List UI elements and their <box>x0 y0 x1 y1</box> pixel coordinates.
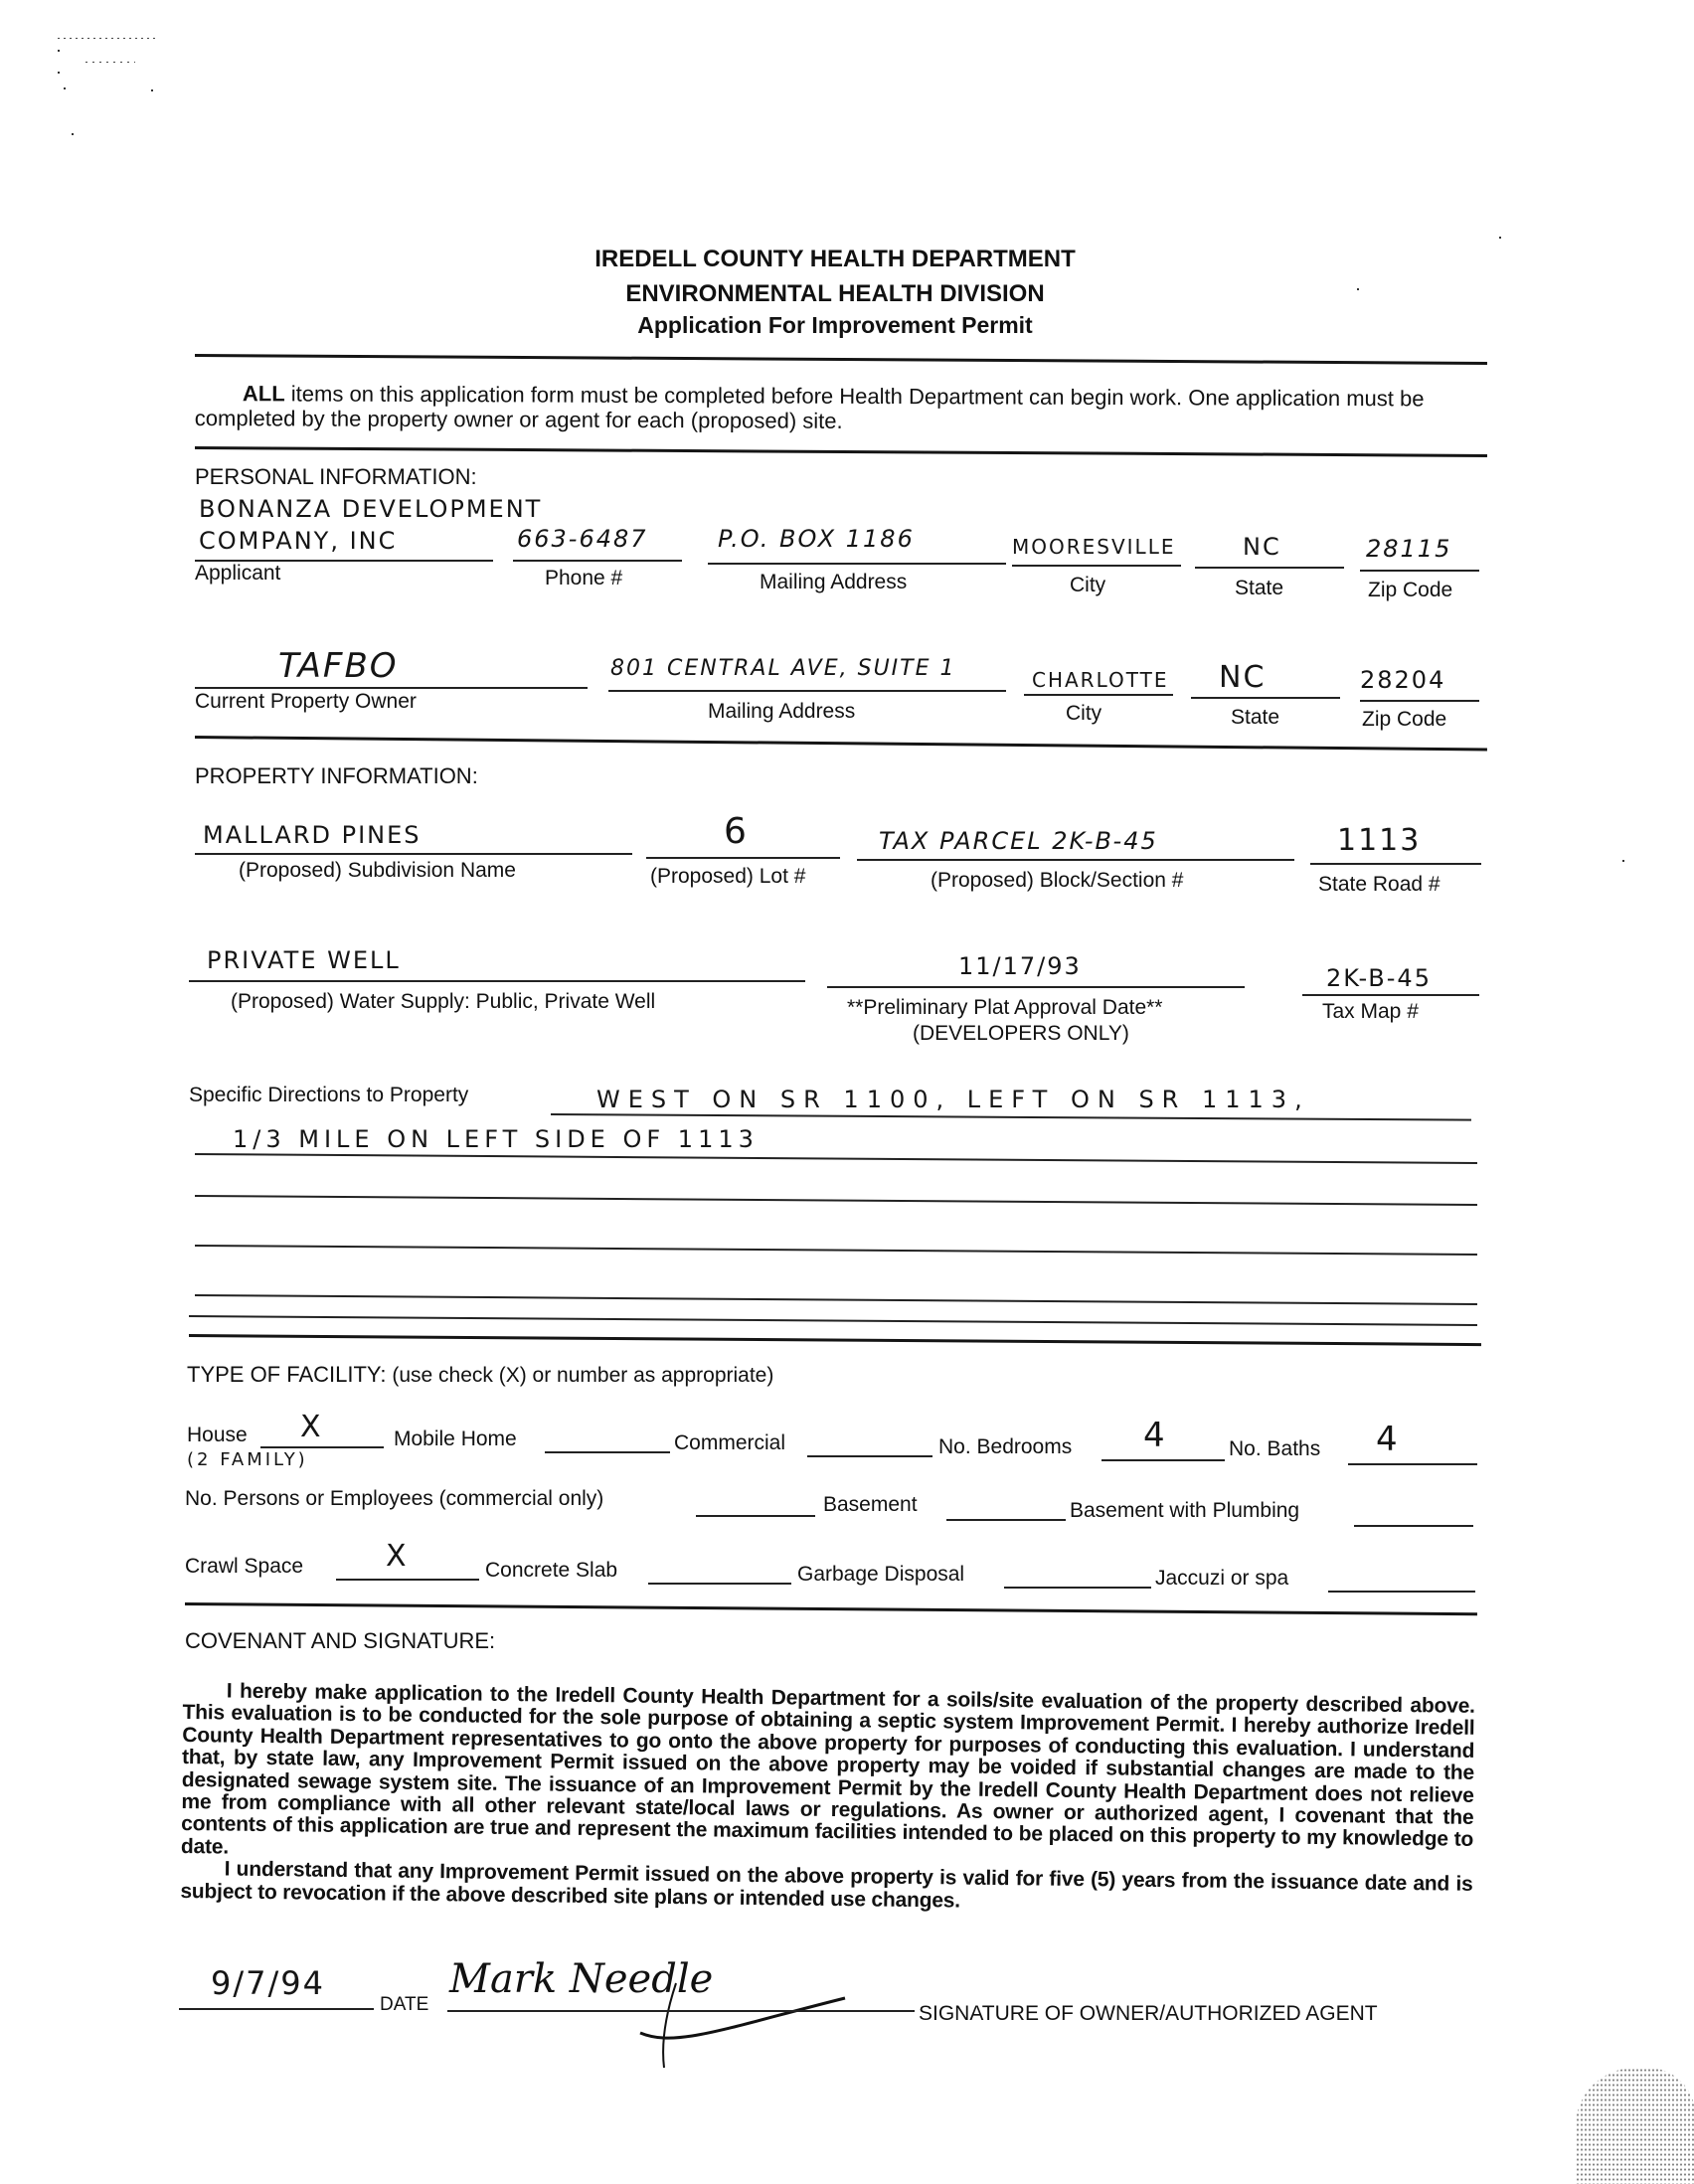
directions-field-line <box>195 1245 1477 1256</box>
state-road-label: State Road # <box>1318 873 1440 896</box>
applicant-mailing-address: P.O. BOX 1186 <box>718 525 915 553</box>
directions-field-line <box>195 1195 1477 1206</box>
garbage-disposal-label: Garbage Disposal <box>797 1563 965 1586</box>
personal-info-title: PERSONAL INFORMATION: <box>195 464 477 489</box>
phone-field-line <box>513 560 682 562</box>
mailing-address-label: Mailing Address <box>760 571 908 593</box>
owner-zip-field-line <box>1360 700 1479 702</box>
instructions-text <box>195 381 1487 436</box>
applicant-state: NC <box>1243 533 1281 561</box>
crawl-space-field[interactable] <box>336 1579 479 1581</box>
applicant-name-line2: COMPANY, INC <box>199 527 398 555</box>
commercial-field[interactable] <box>807 1455 932 1457</box>
house-label: House <box>187 1424 248 1446</box>
directions-field-line <box>195 1153 1477 1164</box>
commercial-label: Commercial <box>674 1431 786 1454</box>
applicant-city: MOORESVILLE <box>1012 535 1176 559</box>
signature-field[interactable] <box>447 2010 915 2012</box>
instructions-lead: ALL <box>242 381 285 407</box>
applicant-label: Applicant <box>195 562 281 585</box>
lot-number: 6 <box>724 811 749 852</box>
basement-plumbing-label: Basement with Plumbing <box>1070 1499 1300 1522</box>
owner-address-field-line <box>608 690 1006 692</box>
concrete-slab-label: Concrete Slab <box>485 1559 618 1582</box>
owner-state: NC <box>1219 660 1267 695</box>
instructions-body: items on this application form must be completed before Health Department can begin work. One application must be completed by the property owner or agent for each (proposed) site. <box>194 381 1425 433</box>
crawl-space-label: Crawl Space <box>185 1555 304 1578</box>
department-title: IREDELL COUNTY HEALTH DEPARTMENT <box>594 246 1076 272</box>
divider <box>195 446 1487 457</box>
divider <box>185 1602 1477 1615</box>
jacuzzi-label: Jaccuzi or spa <box>1155 1567 1289 1590</box>
owner-name: TAFBO <box>278 646 399 686</box>
block-section-label: (Proposed) Block/Section # <box>931 869 1184 892</box>
applicant-zip: 28115 <box>1366 535 1452 563</box>
signature-flourish <box>636 1973 915 2073</box>
concrete-slab-field[interactable] <box>648 1583 791 1585</box>
house-field[interactable] <box>260 1446 384 1448</box>
crawl-space-value: X <box>386 1539 409 1574</box>
garbage-disposal-field[interactable] <box>1004 1587 1151 1589</box>
covenant-paragraph: I understand that any Improvement Permit issued on the above property is valid for five (5) years from the issuance date and is subject to revocation if the above described site plans or intended use changes. <box>180 1857 1473 1913</box>
state-road-field-line <box>1310 863 1481 865</box>
covenant-text <box>180 1680 1475 1919</box>
subdivision-label: (Proposed) Subdivision Name <box>239 859 516 882</box>
division-title: ENVIRONMENTAL HEALTH DIVISION <box>625 280 1045 307</box>
state-field-line <box>1195 567 1344 569</box>
state-road: 1113 <box>1337 823 1422 858</box>
owner-label: Current Property Owner <box>195 690 417 713</box>
persons-label: No. Persons or Employees (commercial only) <box>185 1487 604 1510</box>
tax-map-label: Tax Map # <box>1322 1000 1419 1023</box>
basement-plumbing-field[interactable] <box>1354 1525 1473 1527</box>
signature-label: SIGNATURE OF OWNER/AUTHORIZED AGENT <box>919 2002 1378 2025</box>
basement-field[interactable] <box>946 1519 1066 1521</box>
divider <box>189 1334 1481 1346</box>
facility-heading <box>187 1362 773 1388</box>
applicant-phone: 663-6487 <box>517 525 648 553</box>
lot-field-line <box>646 857 840 859</box>
owner-state-field-line <box>1191 697 1340 699</box>
owner-city-field-line <box>1024 694 1173 696</box>
jacuzzi-field[interactable] <box>1328 1591 1475 1593</box>
tax-map-number: 2K-B-45 <box>1326 964 1432 992</box>
baths-field[interactable] <box>1348 1463 1477 1465</box>
water-supply-field-line <box>189 980 805 982</box>
state-label: State <box>1235 577 1284 599</box>
bedrooms-field[interactable] <box>1101 1459 1225 1461</box>
facility-title: TYPE OF FACILITY: <box>187 1362 387 1387</box>
mobile-home-field[interactable] <box>545 1451 670 1453</box>
mobile-home-label: Mobile Home <box>394 1428 517 1450</box>
block-field-line <box>857 859 1294 861</box>
subdivision-name: MALLARD PINES <box>203 821 422 849</box>
house-note: (2 FAMILY) <box>187 1449 308 1470</box>
baths-label: No. Baths <box>1229 1437 1321 1460</box>
directions-line1: WEST ON SR 1100, LEFT ON SR 1113, <box>596 1086 1310 1113</box>
divider <box>195 354 1487 365</box>
bedrooms-label: No. Bedrooms <box>938 1435 1073 1458</box>
date-field[interactable] <box>179 2008 374 2010</box>
directions-line2: 1/3 MILE ON LEFT SIDE OF 1113 <box>233 1125 759 1153</box>
lot-label: (Proposed) Lot # <box>650 865 806 888</box>
facility-instructions: (use check (X) or number as appropriate) <box>392 1364 774 1387</box>
address-field-line <box>708 563 1006 565</box>
signature-value: Mark Needle <box>449 1956 714 2002</box>
city-label: City <box>1070 574 1106 596</box>
applicant-name-line1: BONANZA DEVELOPMENT <box>199 495 543 523</box>
plat-date-field-line <box>827 986 1245 988</box>
bedrooms-value: 4 <box>1143 1416 1167 1455</box>
directions-field-line <box>195 1294 1477 1305</box>
owner-address-label: Mailing Address <box>708 700 856 723</box>
house-value: X <box>300 1410 323 1444</box>
divider <box>195 736 1487 751</box>
baths-value: 4 <box>1376 1420 1400 1459</box>
directions-label: Specific Directions to Property <box>189 1084 469 1106</box>
persons-field[interactable] <box>696 1515 815 1517</box>
owner-field-line <box>195 687 588 689</box>
covenant-title: COVENANT AND SIGNATURE: <box>185 1628 496 1653</box>
owner-city: CHARLOTTE <box>1032 668 1169 692</box>
owner-city-label: City <box>1066 702 1102 725</box>
property-info-title: PROPERTY INFORMATION: <box>195 763 478 788</box>
plat-approval-date: 11/17/93 <box>958 952 1082 980</box>
form-title: Application For Improvement Permit <box>637 312 1033 338</box>
directions-field-line <box>551 1113 1471 1121</box>
owner-zip: 28204 <box>1360 666 1446 694</box>
plat-approval-label: **Preliminary Plat Approval Date** <box>847 996 1163 1019</box>
water-supply: PRIVATE WELL <box>207 946 401 974</box>
subdivision-field-line <box>195 853 632 855</box>
water-supply-label: (Proposed) Water Supply: Public, Private Well <box>231 990 656 1013</box>
zip-label: Zip Code <box>1368 579 1453 601</box>
phone-label: Phone # <box>545 567 623 589</box>
zip-field-line <box>1360 570 1479 572</box>
date-label: DATE <box>380 1994 429 2015</box>
owner-zip-label: Zip Code <box>1362 708 1447 731</box>
tax-map-field-line <box>1302 994 1479 996</box>
owner-state-label: State <box>1231 706 1280 729</box>
developers-only-label: (DEVELOPERS ONLY) <box>913 1022 1129 1045</box>
date-value: 9/7/94 <box>211 1964 325 2002</box>
block-section: TAX PARCEL 2K-B-45 <box>879 827 1158 855</box>
covenant-paragraph: I hereby make application to the Iredell County Health Department for a soils/site evaluation of the property described above. This evaluation is to be conducted for the sole purpose of obtaining a septic system Improvement Permit. I hereby authorize Iredell County Health Department representatives to go onto the above property for purposes of conducting this evaluation. I understand that, by state law, any Improvement Permit issued on the above property may be voided if substantial changes are made to the designated sewage system site. The issuance of an Improvement Permit by the Iredell County Health Department does not relieve me from compliance with all other relevant state/local laws or regulations. As owner or authorized agent, I covenant that the contents of this application are true and represent the maximum facilities intended to be placed on this property to my knowledge to date. <box>180 1679 1475 1859</box>
scan-noise <box>1576 2068 1694 2184</box>
basement-label: Basement <box>823 1493 918 1516</box>
directions-field-line <box>189 1315 1477 1326</box>
city-field-line <box>1012 565 1181 567</box>
owner-mailing-address: 801 CENTRAL AVE, SUITE 1 <box>610 656 956 681</box>
